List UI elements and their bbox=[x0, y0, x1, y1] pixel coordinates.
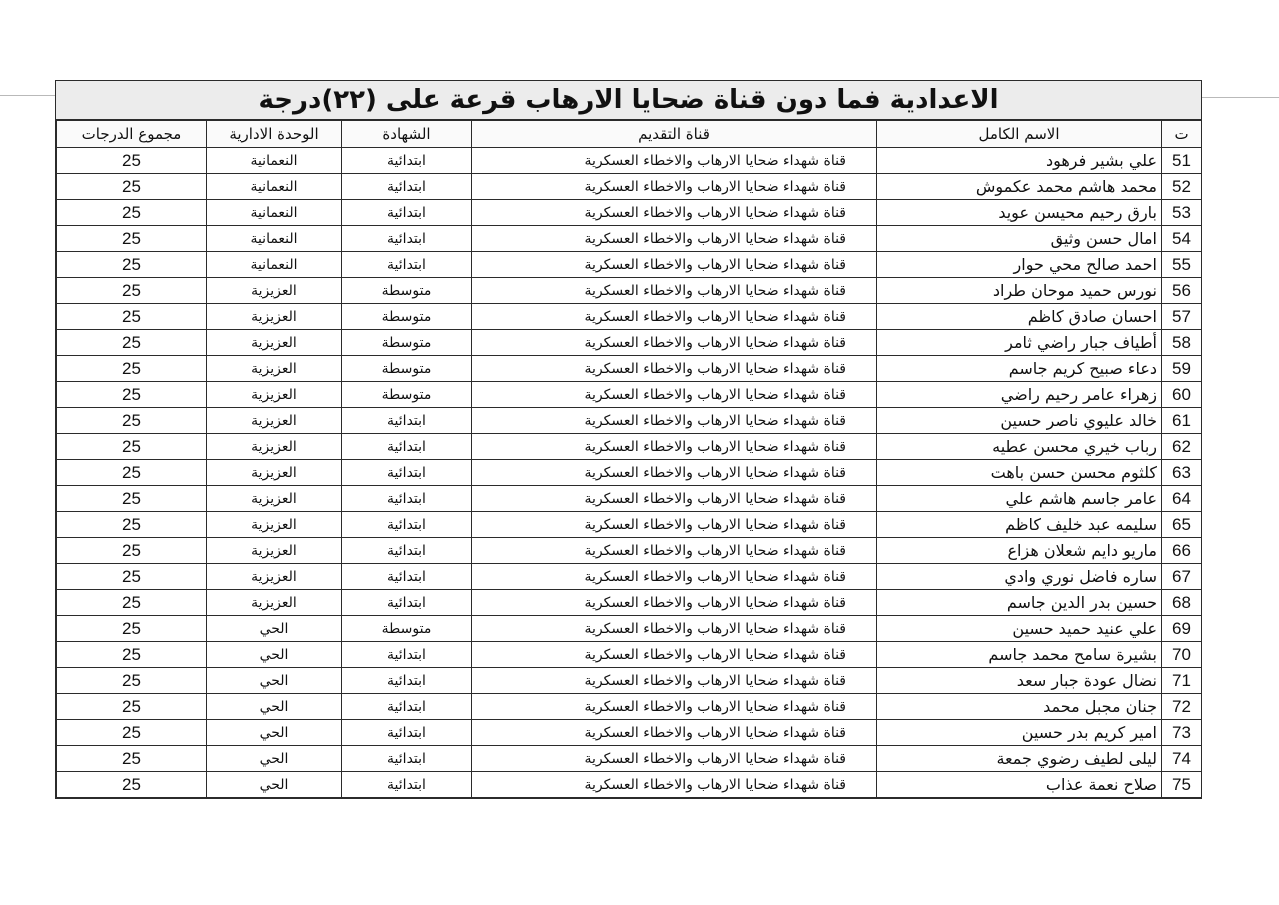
row-total-score: 25 bbox=[57, 512, 207, 538]
row-seq: 62 bbox=[1162, 434, 1202, 460]
row-seq: 54 bbox=[1162, 226, 1202, 252]
row-certificate: متوسطة bbox=[342, 616, 472, 642]
row-total-score: 25 bbox=[57, 148, 207, 174]
row-seq: 69 bbox=[1162, 616, 1202, 642]
row-total-score: 25 bbox=[57, 590, 207, 616]
row-total-score: 25 bbox=[57, 564, 207, 590]
table-row bbox=[57, 148, 1202, 174]
row-full-name: خالد عليوي ناصر حسين bbox=[877, 408, 1162, 434]
scan-artifact-left bbox=[0, 95, 55, 96]
document-title: الاعدادية فما دون قناة ضحايا الارهاب قرعة على (٢٢)درجة bbox=[258, 85, 999, 115]
row-certificate: متوسطة bbox=[342, 304, 472, 330]
row-full-name: امال حسن وثيق bbox=[877, 226, 1162, 252]
row-seq: 67 bbox=[1162, 564, 1202, 590]
row-certificate: ابتدائية bbox=[342, 408, 472, 434]
row-full-name: ماريو دايم شعلان هزاع bbox=[877, 538, 1162, 564]
table-row bbox=[57, 460, 1202, 486]
row-seq: 59 bbox=[1162, 356, 1202, 382]
row-admin-unit: العزيزية bbox=[207, 486, 342, 512]
row-seq: 66 bbox=[1162, 538, 1202, 564]
row-full-name: رباب خيري محسن عطيه bbox=[877, 434, 1162, 460]
row-certificate: ابتدائية bbox=[342, 564, 472, 590]
row-admin-unit: العزيزية bbox=[207, 304, 342, 330]
row-total-score: 25 bbox=[57, 668, 207, 694]
row-certificate: ابتدائية bbox=[342, 148, 472, 174]
row-seq: 72 bbox=[1162, 694, 1202, 720]
row-application-channel: قناة شهداء ضحايا الارهاب والاخطاء العسكرية bbox=[472, 148, 877, 174]
row-seq: 64 bbox=[1162, 486, 1202, 512]
row-full-name: زهراء عامر رحيم راضي bbox=[877, 382, 1162, 408]
row-total-score: 25 bbox=[57, 720, 207, 746]
column-header-admin-unit: الوحدة الادارية bbox=[207, 121, 342, 148]
row-total-score: 25 bbox=[57, 408, 207, 434]
column-header-name: الاسم الكامل bbox=[877, 121, 1162, 148]
row-total-score: 25 bbox=[57, 252, 207, 278]
results-table bbox=[56, 120, 1202, 798]
row-seq: 63 bbox=[1162, 460, 1202, 486]
row-application-channel: قناة شهداء ضحايا الارهاب والاخطاء العسكرية bbox=[472, 564, 877, 590]
row-certificate: ابتدائية bbox=[342, 200, 472, 226]
row-total-score: 25 bbox=[57, 278, 207, 304]
row-full-name: محمد هاشم محمد عكموش bbox=[877, 174, 1162, 200]
row-admin-unit: النعمانية bbox=[207, 174, 342, 200]
row-seq: 74 bbox=[1162, 746, 1202, 772]
row-application-channel: قناة شهداء ضحايا الارهاب والاخطاء العسكرية bbox=[472, 538, 877, 564]
row-certificate: متوسطة bbox=[342, 330, 472, 356]
table-row bbox=[57, 408, 1202, 434]
row-admin-unit: الحي bbox=[207, 720, 342, 746]
row-seq: 60 bbox=[1162, 382, 1202, 408]
table-body bbox=[57, 148, 1202, 798]
row-total-score: 25 bbox=[57, 694, 207, 720]
row-full-name: احسان صادق كاظم bbox=[877, 304, 1162, 330]
title-banner bbox=[56, 81, 1201, 120]
row-certificate: ابتدائية bbox=[342, 226, 472, 252]
row-admin-unit: العزيزية bbox=[207, 538, 342, 564]
row-certificate: ابتدائية bbox=[342, 590, 472, 616]
table-row bbox=[57, 694, 1202, 720]
row-application-channel: قناة شهداء ضحايا الارهاب والاخطاء العسكرية bbox=[472, 460, 877, 486]
column-header-certificate: الشهادة bbox=[342, 121, 472, 148]
row-admin-unit: العزيزية bbox=[207, 330, 342, 356]
row-total-score: 25 bbox=[57, 746, 207, 772]
table-row bbox=[57, 356, 1202, 382]
row-full-name: سليمه عبد خليف كاظم bbox=[877, 512, 1162, 538]
row-admin-unit: العزيزية bbox=[207, 512, 342, 538]
row-seq: 65 bbox=[1162, 512, 1202, 538]
row-seq: 68 bbox=[1162, 590, 1202, 616]
row-total-score: 25 bbox=[57, 382, 207, 408]
row-admin-unit: الحي bbox=[207, 642, 342, 668]
table-row bbox=[57, 720, 1202, 746]
row-total-score: 25 bbox=[57, 226, 207, 252]
row-application-channel: قناة شهداء ضحايا الارهاب والاخطاء العسكرية bbox=[472, 694, 877, 720]
table-row bbox=[57, 668, 1202, 694]
row-application-channel: قناة شهداء ضحايا الارهاب والاخطاء العسكرية bbox=[472, 408, 877, 434]
row-certificate: ابتدائية bbox=[342, 642, 472, 668]
row-total-score: 25 bbox=[57, 304, 207, 330]
table-header-row bbox=[57, 121, 1202, 148]
row-admin-unit: الحي bbox=[207, 694, 342, 720]
column-header-total-score: مجموع الدرجات bbox=[57, 121, 207, 148]
row-application-channel: قناة شهداء ضحايا الارهاب والاخطاء العسكرية bbox=[472, 330, 877, 356]
table-row bbox=[57, 616, 1202, 642]
row-full-name: احمد صالح محي حوار bbox=[877, 252, 1162, 278]
row-application-channel: قناة شهداء ضحايا الارهاب والاخطاء العسكرية bbox=[472, 200, 877, 226]
row-application-channel: قناة شهداء ضحايا الارهاب والاخطاء العسكرية bbox=[472, 668, 877, 694]
row-certificate: متوسطة bbox=[342, 278, 472, 304]
table-row bbox=[57, 564, 1202, 590]
table-row bbox=[57, 434, 1202, 460]
row-admin-unit: العزيزية bbox=[207, 356, 342, 382]
row-seq: 53 bbox=[1162, 200, 1202, 226]
row-certificate: ابتدائية bbox=[342, 486, 472, 512]
row-application-channel: قناة شهداء ضحايا الارهاب والاخطاء العسكرية bbox=[472, 434, 877, 460]
row-full-name: أطياف جبار راضي ثامر bbox=[877, 330, 1162, 356]
scan-artifact-right bbox=[1200, 97, 1279, 98]
row-certificate: ابتدائية bbox=[342, 746, 472, 772]
row-admin-unit: العزيزية bbox=[207, 460, 342, 486]
table-row bbox=[57, 382, 1202, 408]
row-admin-unit: الحي bbox=[207, 616, 342, 642]
results-table-container bbox=[55, 80, 1202, 799]
row-total-score: 25 bbox=[57, 486, 207, 512]
table-row bbox=[57, 642, 1202, 668]
row-certificate: متوسطة bbox=[342, 356, 472, 382]
row-full-name: علي بشير فرهود bbox=[877, 148, 1162, 174]
row-admin-unit: العزيزية bbox=[207, 590, 342, 616]
row-total-score: 25 bbox=[57, 616, 207, 642]
column-header-channel: قناة التقديم bbox=[472, 121, 877, 148]
column-header-seq: ت bbox=[1162, 121, 1202, 148]
row-application-channel: قناة شهداء ضحايا الارهاب والاخطاء العسكرية bbox=[472, 304, 877, 330]
row-total-score: 25 bbox=[57, 642, 207, 668]
row-full-name: نضال عودة جبار سعد bbox=[877, 668, 1162, 694]
table-row bbox=[57, 330, 1202, 356]
row-application-channel: قناة شهداء ضحايا الارهاب والاخطاء العسكرية bbox=[472, 772, 877, 798]
row-admin-unit: العزيزية bbox=[207, 408, 342, 434]
row-full-name: كلثوم محسن حسن باهت bbox=[877, 460, 1162, 486]
row-full-name: ساره فاضل نوري وادي bbox=[877, 564, 1162, 590]
row-total-score: 25 bbox=[57, 460, 207, 486]
row-seq: 52 bbox=[1162, 174, 1202, 200]
table-row bbox=[57, 772, 1202, 798]
table-row bbox=[57, 746, 1202, 772]
row-total-score: 25 bbox=[57, 174, 207, 200]
row-admin-unit: النعمانية bbox=[207, 226, 342, 252]
row-full-name: علي عنيد حميد حسين bbox=[877, 616, 1162, 642]
row-admin-unit: العزيزية bbox=[207, 564, 342, 590]
row-full-name: امير كريم بدر حسين bbox=[877, 720, 1162, 746]
row-certificate: ابتدائية bbox=[342, 434, 472, 460]
row-seq: 70 bbox=[1162, 642, 1202, 668]
row-full-name: دعاء صبيح كريم جاسم bbox=[877, 356, 1162, 382]
row-seq: 75 bbox=[1162, 772, 1202, 798]
row-certificate: ابتدائية bbox=[342, 252, 472, 278]
row-seq: 51 bbox=[1162, 148, 1202, 174]
row-admin-unit: العزيزية bbox=[207, 434, 342, 460]
row-admin-unit: الحي bbox=[207, 668, 342, 694]
row-total-score: 25 bbox=[57, 330, 207, 356]
row-application-channel: قناة شهداء ضحايا الارهاب والاخطاء العسكرية bbox=[472, 720, 877, 746]
row-seq: 57 bbox=[1162, 304, 1202, 330]
row-full-name: جنان مجبل محمد bbox=[877, 694, 1162, 720]
row-certificate: ابتدائية bbox=[342, 512, 472, 538]
row-application-channel: قناة شهداء ضحايا الارهاب والاخطاء العسكرية bbox=[472, 642, 877, 668]
table-row bbox=[57, 538, 1202, 564]
table-row bbox=[57, 226, 1202, 252]
table-row bbox=[57, 252, 1202, 278]
row-admin-unit: العزيزية bbox=[207, 382, 342, 408]
row-seq: 73 bbox=[1162, 720, 1202, 746]
row-admin-unit: النعمانية bbox=[207, 148, 342, 174]
table-row bbox=[57, 200, 1202, 226]
table-row bbox=[57, 486, 1202, 512]
row-certificate: متوسطة bbox=[342, 382, 472, 408]
row-application-channel: قناة شهداء ضحايا الارهاب والاخطاء العسكرية bbox=[472, 356, 877, 382]
row-certificate: ابتدائية bbox=[342, 720, 472, 746]
row-total-score: 25 bbox=[57, 356, 207, 382]
row-application-channel: قناة شهداء ضحايا الارهاب والاخطاء العسكرية bbox=[472, 590, 877, 616]
row-seq: 58 bbox=[1162, 330, 1202, 356]
row-total-score: 25 bbox=[57, 538, 207, 564]
row-full-name: حسين بدر الدين جاسم bbox=[877, 590, 1162, 616]
row-total-score: 25 bbox=[57, 772, 207, 798]
row-certificate: ابتدائية bbox=[342, 694, 472, 720]
row-certificate: ابتدائية bbox=[342, 538, 472, 564]
table-row bbox=[57, 278, 1202, 304]
row-application-channel: قناة شهداء ضحايا الارهاب والاخطاء العسكرية bbox=[472, 512, 877, 538]
row-application-channel: قناة شهداء ضحايا الارهاب والاخطاء العسكرية bbox=[472, 174, 877, 200]
row-full-name: ليلى لطيف رضوي جمعة bbox=[877, 746, 1162, 772]
row-seq: 55 bbox=[1162, 252, 1202, 278]
row-admin-unit: الحي bbox=[207, 772, 342, 798]
row-application-channel: قناة شهداء ضحايا الارهاب والاخطاء العسكرية bbox=[472, 252, 877, 278]
row-admin-unit: النعمانية bbox=[207, 252, 342, 278]
row-certificate: ابتدائية bbox=[342, 174, 472, 200]
row-seq: 61 bbox=[1162, 408, 1202, 434]
row-application-channel: قناة شهداء ضحايا الارهاب والاخطاء العسكرية bbox=[472, 226, 877, 252]
row-certificate: ابتدائية bbox=[342, 460, 472, 486]
row-certificate: ابتدائية bbox=[342, 668, 472, 694]
row-application-channel: قناة شهداء ضحايا الارهاب والاخطاء العسكرية bbox=[472, 278, 877, 304]
row-seq: 56 bbox=[1162, 278, 1202, 304]
row-admin-unit: الحي bbox=[207, 746, 342, 772]
row-admin-unit: النعمانية bbox=[207, 200, 342, 226]
row-full-name: عامر جاسم هاشم علي bbox=[877, 486, 1162, 512]
row-total-score: 25 bbox=[57, 200, 207, 226]
row-full-name: نورس حميد موحان طراد bbox=[877, 278, 1162, 304]
row-total-score: 25 bbox=[57, 434, 207, 460]
row-application-channel: قناة شهداء ضحايا الارهاب والاخطاء العسكرية bbox=[472, 382, 877, 408]
row-seq: 71 bbox=[1162, 668, 1202, 694]
table-row bbox=[57, 512, 1202, 538]
row-full-name: بارق رحيم محيسن عويد bbox=[877, 200, 1162, 226]
table-row bbox=[57, 304, 1202, 330]
row-application-channel: قناة شهداء ضحايا الارهاب والاخطاء العسكرية bbox=[472, 486, 877, 512]
row-application-channel: قناة شهداء ضحايا الارهاب والاخطاء العسكرية bbox=[472, 746, 877, 772]
table-row bbox=[57, 590, 1202, 616]
row-admin-unit: العزيزية bbox=[207, 278, 342, 304]
table-row bbox=[57, 174, 1202, 200]
row-full-name: بشيرة سامح محمد جاسم bbox=[877, 642, 1162, 668]
row-certificate: ابتدائية bbox=[342, 772, 472, 798]
row-application-channel: قناة شهداء ضحايا الارهاب والاخطاء العسكرية bbox=[472, 616, 877, 642]
row-full-name: صلاح نعمة عذاب bbox=[877, 772, 1162, 798]
